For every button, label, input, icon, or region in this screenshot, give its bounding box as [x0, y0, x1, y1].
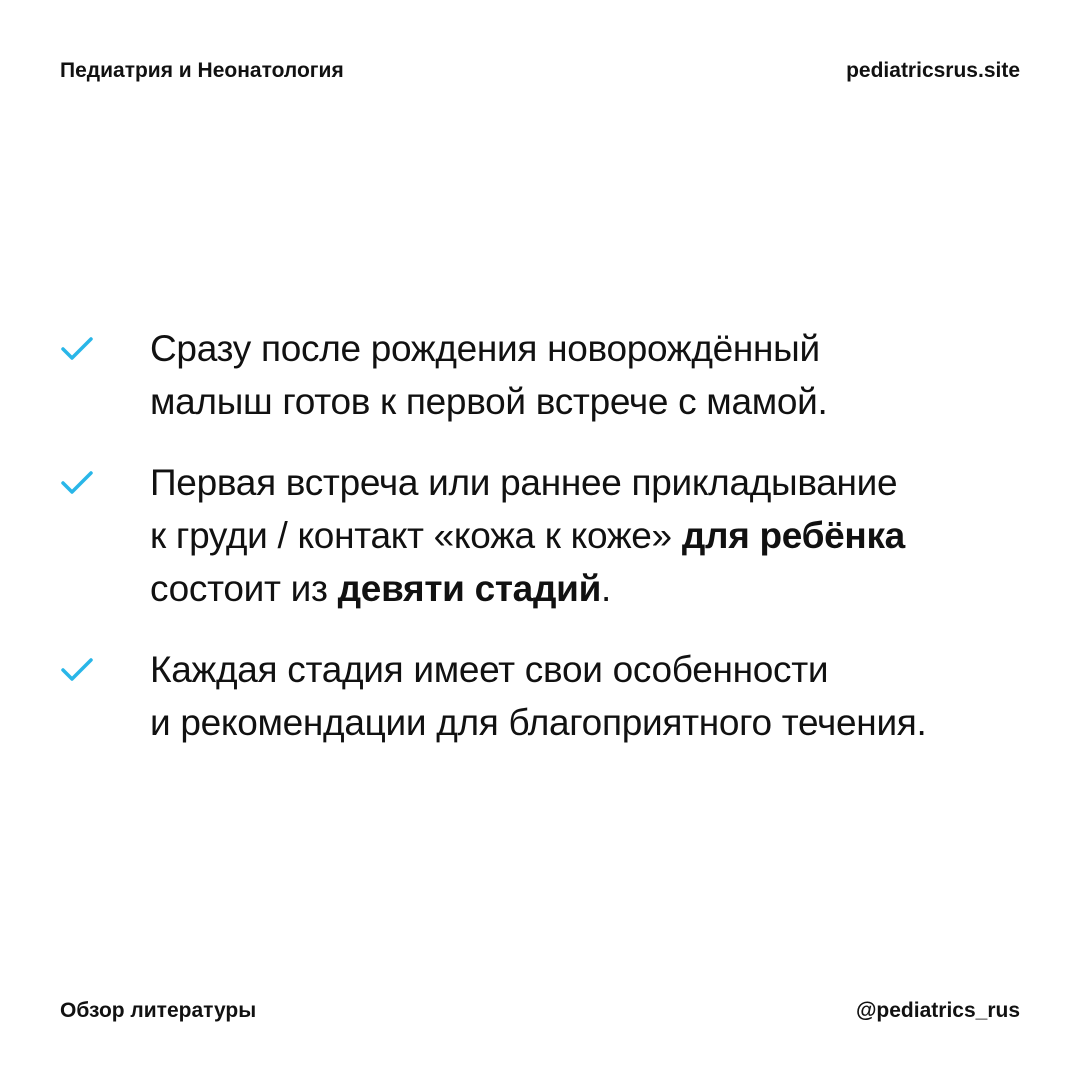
list-item: [60, 456, 1040, 615]
item-text-line: [150, 509, 1040, 562]
item-text-line: Первая встреча или раннее прикладывание: [150, 462, 898, 503]
item-text-plain: .: [601, 568, 612, 609]
item-text-bold: для ребёнка: [681, 515, 905, 556]
check-icon: [60, 336, 94, 362]
item-text-plain: состоит из: [150, 568, 338, 609]
header-title: Педиатрия и Неонатология: [60, 59, 344, 82]
footer-handle: @pediatrics_rus: [855, 999, 1020, 1022]
check-icon: [60, 470, 94, 496]
item-text-line: малыш готов к первой встрече с мамой.: [150, 381, 828, 422]
list-item: [60, 322, 1040, 428]
item-text-line: [150, 562, 1040, 615]
item-text-line: и рекомендации для благоприятного течения.: [150, 702, 927, 743]
header-site: pediatricsrus.site: [846, 59, 1020, 82]
footer-label: Обзор литературы: [60, 999, 257, 1022]
bullet-list: [60, 322, 1040, 777]
item-text-plain: к груди / контакт «кожа к коже»: [150, 515, 682, 556]
item-text-line: Сразу после рождения новорождённый: [150, 328, 820, 369]
item-text-bold: девяти стадий: [337, 568, 602, 609]
item-text-line: Каждая стадия имеет свои особенности: [150, 649, 829, 690]
check-icon: [60, 657, 94, 683]
list-item: [60, 643, 1040, 749]
